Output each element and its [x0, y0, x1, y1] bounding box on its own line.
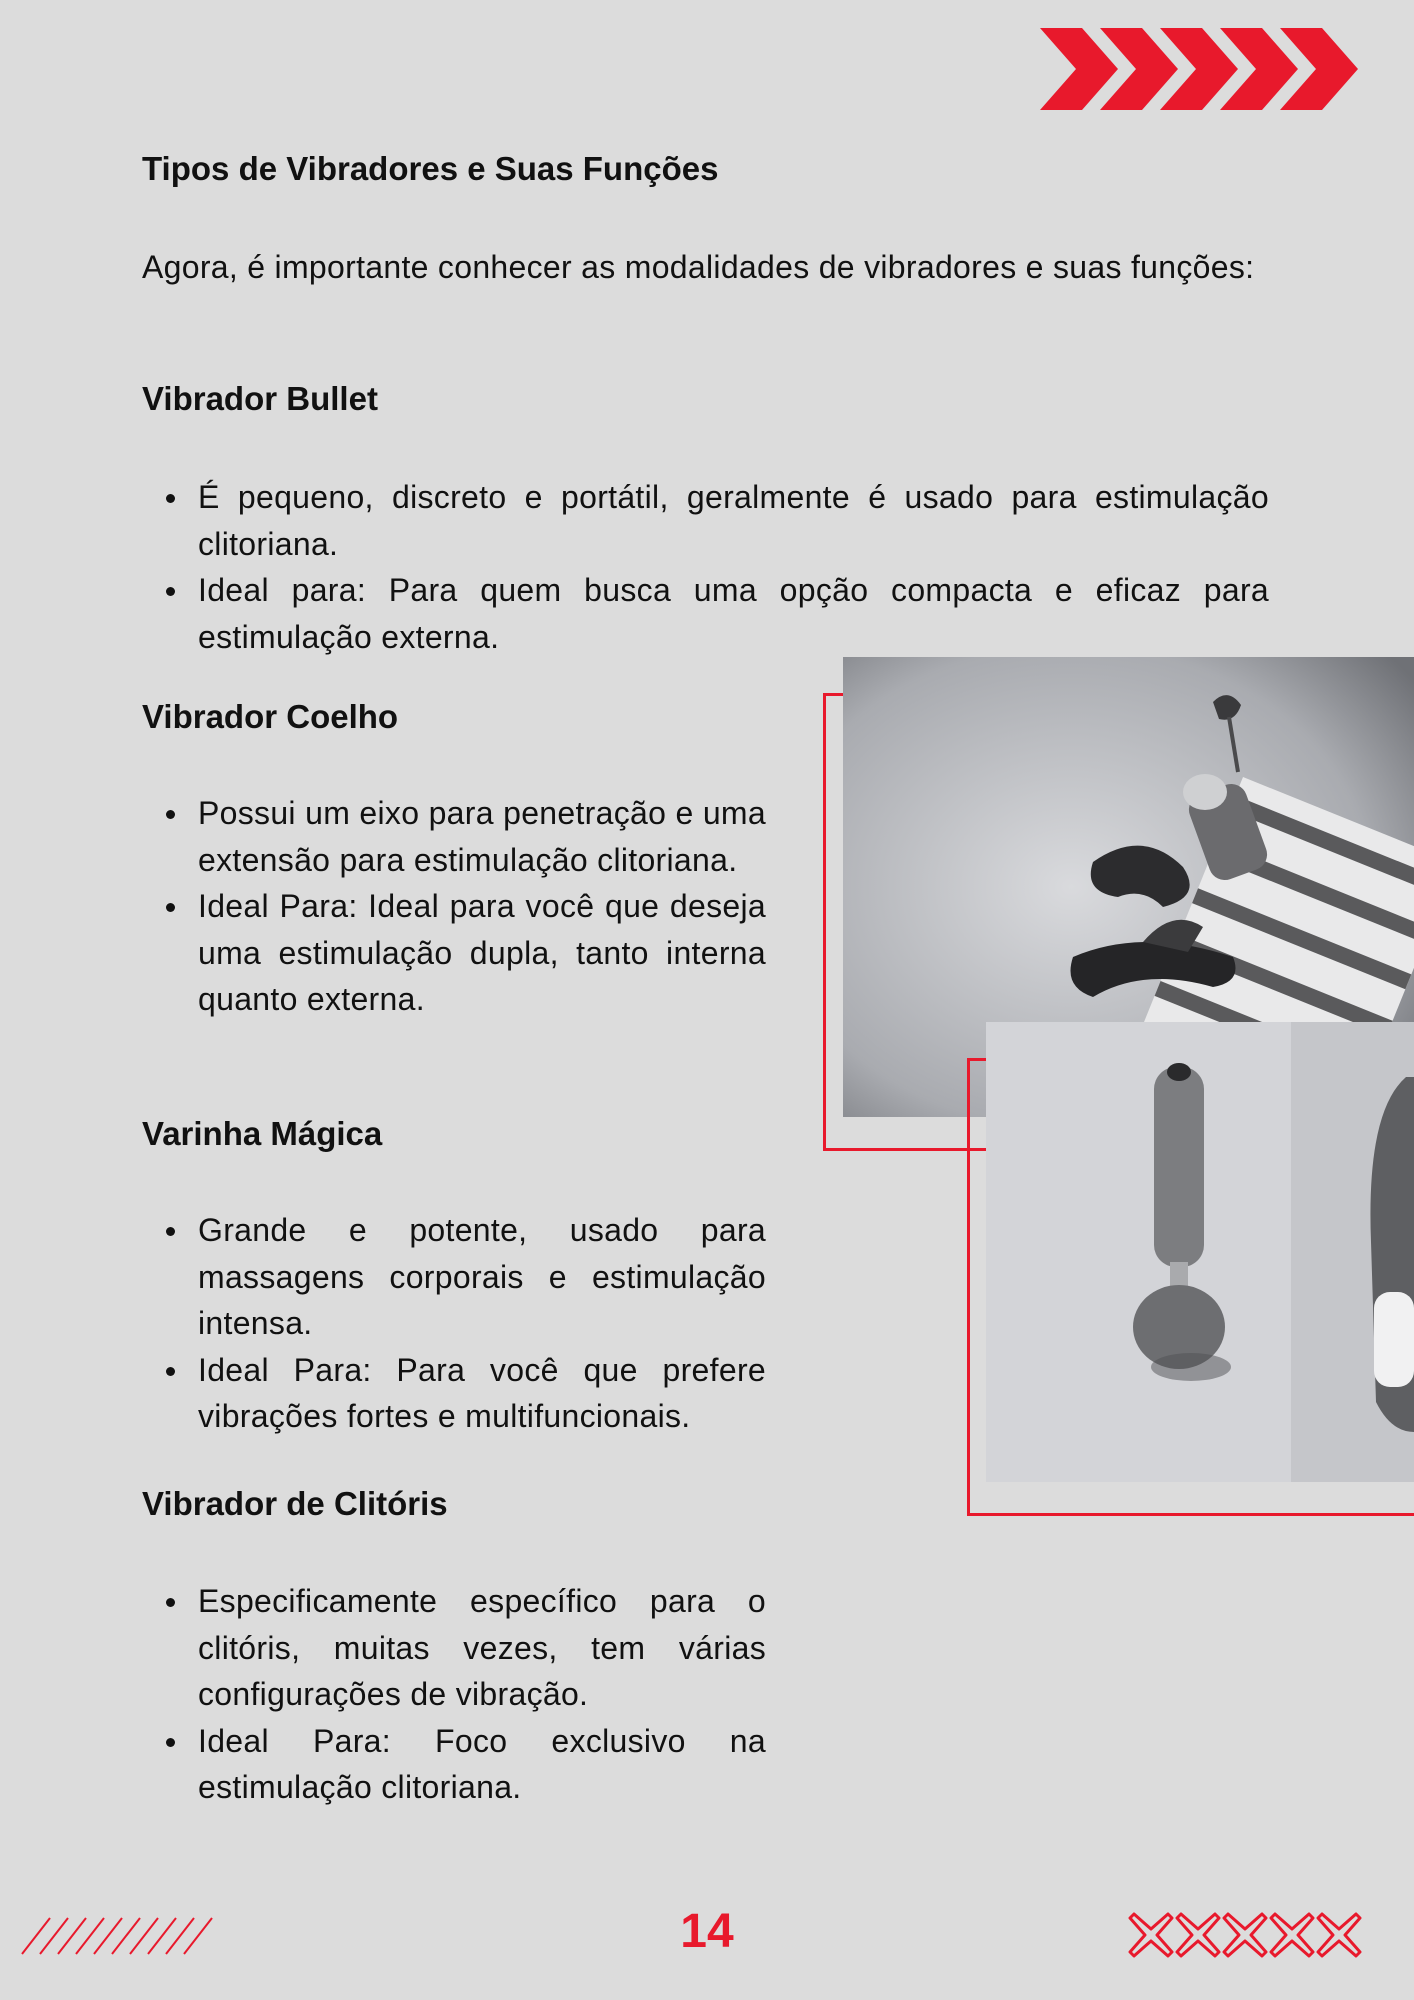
list-item: Possui um eixo para penetração e uma extensão para estimulação clitoriana.: [142, 790, 766, 883]
list-item: É pequeno, discreto e portátil, geralmente é usado para estimulação clitoriana.: [142, 474, 1269, 567]
section-title-varinha: Varinha Mágica: [142, 1115, 383, 1152]
list-item: Ideal para: Para quem busca uma opção compacta e eficaz para estimulação externa.: [142, 567, 1269, 660]
section-list-clitoris: [142, 1578, 766, 1811]
section-list-coelho: [142, 790, 766, 1023]
section-title-clitoris: Vibrador de Clitóris: [142, 1485, 448, 1522]
chevron-arrows-icon: [1040, 28, 1380, 110]
list-item: Ideal Para: Foco exclusivo na estimulação clitoriana.: [142, 1718, 766, 1811]
list-item: Ideal Para: Ideal para você que deseja uma estimulação dupla, tanto interna quanto externa.: [142, 883, 766, 1023]
list-item: Especificamente específico para o clitóris, muitas vezes, tem várias configurações de vibração.: [142, 1578, 766, 1718]
cross-outline-icon: [1128, 1912, 1364, 1958]
section-title-coelho: Vibrador Coelho: [142, 698, 399, 735]
intro-paragraph: Agora, é importante conhecer as modalidades de vibradores e suas funções:: [142, 249, 1255, 285]
page-heading: Tipos de Vibradores e Suas Funções: [142, 150, 719, 187]
section-title-bullet: Vibrador Bullet: [142, 380, 378, 417]
page-number: 14: [680, 1905, 734, 1958]
section-list-bullet: [142, 474, 1269, 660]
photo-wand-massagers: [986, 1022, 1414, 1482]
list-item: Ideal Para: Para você que prefere vibrações fortes e multifuncionais.: [142, 1347, 766, 1440]
list-item: Grande e potente, usado para massagens corporais e estimulação intensa.: [142, 1207, 766, 1347]
section-list-varinha: [142, 1207, 766, 1440]
